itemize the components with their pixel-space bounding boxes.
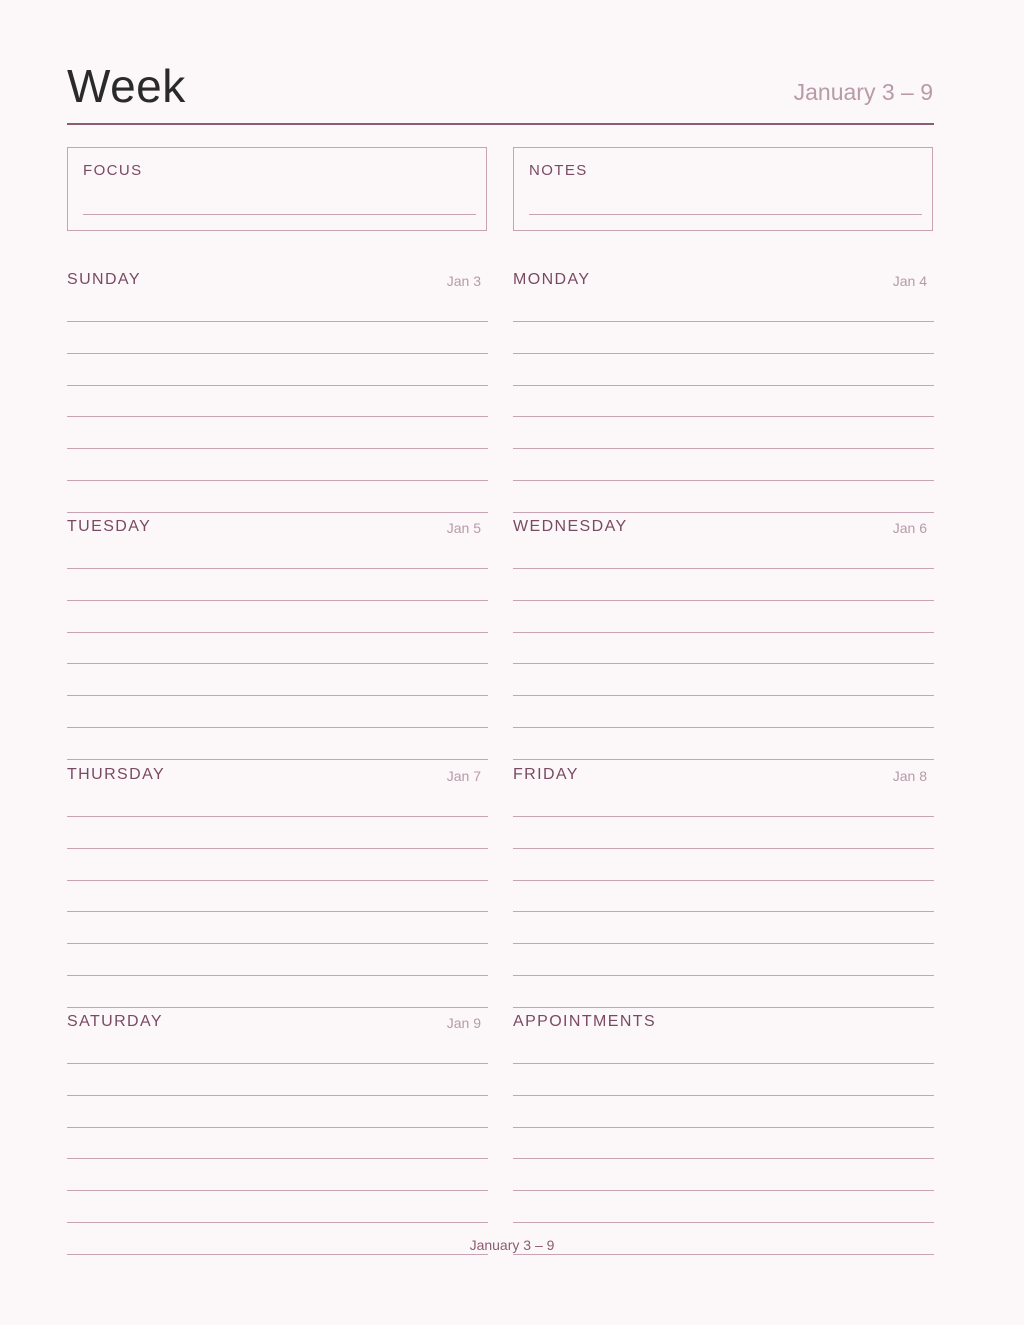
writing-line: [513, 512, 934, 513]
footer-range: January 3 – 9: [469, 1237, 555, 1253]
writing-line: [513, 1222, 934, 1223]
writing-line: [67, 1158, 488, 1159]
appointments-section[interactable]: [513, 1012, 934, 1252]
footer-rule-left: [67, 1254, 488, 1255]
day-section-sunday[interactable]: [67, 270, 488, 510]
writing-line: [67, 663, 488, 664]
writing-line: [513, 1095, 934, 1096]
writing-line: [513, 911, 934, 912]
day-date: Jan 5: [446, 520, 481, 536]
writing-line: [67, 632, 488, 633]
writing-line: [67, 1127, 488, 1128]
writing-line: [67, 353, 488, 354]
writing-line: [513, 1127, 934, 1128]
day-section-saturday[interactable]: [67, 1012, 488, 1252]
writing-line: [67, 321, 488, 322]
writing-line: [513, 727, 934, 728]
writing-line: [513, 568, 934, 569]
writing-line: [513, 1190, 934, 1191]
week-range: January 3 – 9: [793, 79, 933, 105]
writing-line: [513, 880, 934, 881]
day-section-friday[interactable]: [513, 765, 934, 1005]
notes-writing-line: [529, 214, 922, 215]
writing-line: [67, 759, 488, 760]
page-title: Week: [67, 60, 186, 112]
writing-line: [67, 880, 488, 881]
writing-line: [67, 600, 488, 601]
day-name: THURSDAY: [67, 766, 166, 783]
day-section-tuesday[interactable]: [67, 517, 488, 757]
writing-line: [513, 600, 934, 601]
writing-line: [513, 816, 934, 817]
writing-line: [513, 416, 934, 417]
appointments-label: APPOINTMENTS: [513, 1013, 657, 1030]
writing-line: [67, 727, 488, 728]
writing-line: [67, 480, 488, 481]
writing-line: [67, 848, 488, 849]
day-name: FRIDAY: [513, 766, 579, 783]
writing-line: [67, 1095, 488, 1096]
writing-line: [513, 759, 934, 760]
writing-line: [513, 848, 934, 849]
writing-line: [513, 1158, 934, 1159]
writing-line: [513, 663, 934, 664]
writing-line: [67, 512, 488, 513]
writing-line: [67, 568, 488, 569]
writing-line: [67, 1063, 488, 1064]
writing-line: [67, 911, 488, 912]
writing-line: [67, 1190, 488, 1191]
writing-line: [513, 943, 934, 944]
day-date: Jan 7: [446, 768, 481, 784]
writing-line: [67, 1007, 488, 1008]
writing-line: [513, 448, 934, 449]
day-section-wednesday[interactable]: [513, 517, 934, 757]
writing-line: [67, 448, 488, 449]
footer-rule-right: [513, 1254, 934, 1255]
focus-writing-line: [83, 214, 476, 215]
focus-box[interactable]: [67, 147, 487, 231]
writing-line: [67, 943, 488, 944]
writing-line: [67, 975, 488, 976]
day-name: SATURDAY: [67, 1013, 163, 1030]
writing-line: [513, 695, 934, 696]
writing-line: [67, 1222, 488, 1223]
writing-line: [513, 480, 934, 481]
writing-line: [67, 816, 488, 817]
focus-label: FOCUS: [83, 162, 143, 179]
day-name: MONDAY: [513, 271, 591, 288]
day-date: Jan 8: [892, 768, 927, 784]
header-divider: [67, 123, 934, 125]
day-section-monday[interactable]: [513, 270, 934, 510]
writing-line: [513, 975, 934, 976]
writing-line: [513, 385, 934, 386]
day-date: Jan 3: [446, 273, 481, 289]
day-date: Jan 4: [892, 273, 927, 289]
day-name: WEDNESDAY: [513, 518, 628, 535]
day-date: Jan 9: [446, 1015, 481, 1031]
writing-line: [513, 1007, 934, 1008]
writing-line: [513, 1063, 934, 1064]
day-name: TUESDAY: [67, 518, 152, 535]
writing-line: [513, 632, 934, 633]
writing-line: [67, 695, 488, 696]
notes-box[interactable]: [513, 147, 933, 231]
writing-line: [513, 321, 934, 322]
day-name: SUNDAY: [67, 271, 141, 288]
day-date: Jan 6: [892, 520, 927, 536]
writing-line: [67, 385, 488, 386]
writing-line: [67, 416, 488, 417]
day-section-thursday[interactable]: [67, 765, 488, 1005]
writing-line: [513, 353, 934, 354]
notes-label: NOTES: [529, 162, 588, 179]
